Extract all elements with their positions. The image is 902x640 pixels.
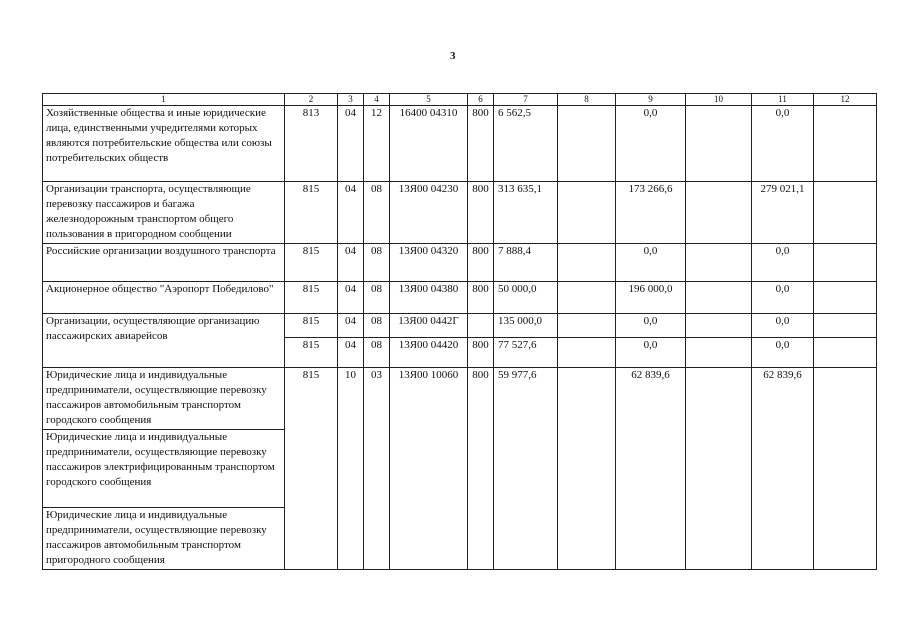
cell-amount bbox=[814, 106, 877, 182]
cell-amount bbox=[558, 368, 616, 570]
cell-subsection: 08 bbox=[364, 244, 390, 282]
header-cell: 4 bbox=[364, 94, 390, 106]
cell-amount bbox=[814, 368, 877, 570]
cell-amount bbox=[686, 368, 752, 570]
recipient-name: Организации транспорта, осуществляющие перевозку пассажиров и багажа железнодорожным транспортом общего пользования в пригородном сообщении bbox=[43, 182, 285, 244]
cell-section: 04 bbox=[338, 314, 364, 338]
cell-amount: 7 888,4 bbox=[494, 244, 558, 282]
cell-amount bbox=[686, 244, 752, 282]
cell-ministry: 815 bbox=[285, 368, 338, 570]
recipient-name: Юридические лица и индивидуальные предприниматели, осуществляющие перевозку пассажиров электрифицированным транспортом городского сообщения bbox=[43, 430, 285, 508]
cell-amount: 313 635,1 bbox=[494, 182, 558, 244]
header-cell: 11 bbox=[752, 94, 814, 106]
recipient-name: Хозяйственные общества и иные юридические лица, единственными учредителями которых являются потребительские общества или союзы потребительских обществ bbox=[43, 106, 285, 182]
cell-subsection: 08 bbox=[364, 182, 390, 244]
cell-amount bbox=[686, 282, 752, 314]
cell-section: 04 bbox=[338, 282, 364, 314]
cell-section: 04 bbox=[338, 182, 364, 244]
header-cell: 2 bbox=[285, 94, 338, 106]
page-number: 3 bbox=[450, 50, 456, 62]
cell-amount: 135 000,0 bbox=[494, 314, 558, 338]
cell-section: 04 bbox=[338, 338, 364, 368]
table-row bbox=[43, 244, 877, 282]
cell-amount bbox=[814, 314, 877, 338]
cell-expense-type: 800 bbox=[468, 338, 494, 368]
header-cell: 6 bbox=[468, 94, 494, 106]
header-cell: 9 bbox=[616, 94, 686, 106]
table-row bbox=[43, 368, 877, 430]
budget-table bbox=[42, 93, 877, 570]
cell-amount bbox=[686, 338, 752, 368]
cell-amount bbox=[558, 338, 616, 368]
cell-amount: 62 839,6 bbox=[752, 368, 814, 570]
cell-amount bbox=[558, 314, 616, 338]
cell-amount: 0,0 bbox=[752, 282, 814, 314]
cell-amount: 77 527,6 bbox=[494, 338, 558, 368]
cell-expense-type: 800 bbox=[468, 368, 494, 570]
cell-amount: 0,0 bbox=[752, 314, 814, 338]
recipient-name: Организации, осуществляющие организацию пассажирских авиарейсов bbox=[43, 314, 285, 368]
cell-amount bbox=[814, 182, 877, 244]
cell-amount bbox=[814, 244, 877, 282]
cell-target-article: 13Я00 04230 bbox=[390, 182, 468, 244]
table-row bbox=[43, 182, 877, 244]
recipient-name: Юридические лица и индивидуальные предприниматели, осуществляющие перевозку пассажиров автомобильным транспортом пригородного сообщения bbox=[43, 508, 285, 570]
header-cell: 10 bbox=[686, 94, 752, 106]
cell-ministry: 815 bbox=[285, 338, 338, 368]
cell-section: 04 bbox=[338, 106, 364, 182]
cell-amount bbox=[558, 106, 616, 182]
cell-amount bbox=[558, 282, 616, 314]
cell-amount bbox=[814, 338, 877, 368]
cell-ministry: 815 bbox=[285, 244, 338, 282]
cell-subsection: 12 bbox=[364, 106, 390, 182]
recipient-name: Юридические лица и индивидуальные предприниматели, осуществляющие перевозку пассажиров автомобильным транспортом городского сообщения bbox=[43, 368, 285, 430]
cell-amount: 62 839,6 bbox=[616, 368, 686, 570]
recipient-name: Российские организации воздушного транспорта bbox=[43, 244, 285, 282]
cell-amount: 0,0 bbox=[752, 244, 814, 282]
cell-amount bbox=[686, 314, 752, 338]
cell-amount: 0,0 bbox=[752, 338, 814, 368]
cell-expense-type: 800 bbox=[468, 106, 494, 182]
cell-subsection: 03 bbox=[364, 368, 390, 570]
cell-amount: 50 000,0 bbox=[494, 282, 558, 314]
cell-subsection: 08 bbox=[364, 282, 390, 314]
table-header-row bbox=[43, 94, 877, 106]
cell-section: 10 bbox=[338, 368, 364, 570]
cell-ministry: 815 bbox=[285, 314, 338, 338]
cell-amount: 59 977,6 bbox=[494, 368, 558, 570]
cell-target-article: 13Я00 04420 bbox=[390, 338, 468, 368]
table-row bbox=[43, 106, 877, 182]
cell-target-article: 13Я00 0442Г bbox=[390, 314, 468, 338]
cell-ministry: 813 bbox=[285, 106, 338, 182]
cell-amount bbox=[686, 182, 752, 244]
cell-subsection: 08 bbox=[364, 314, 390, 338]
cell-amount: 0,0 bbox=[616, 314, 686, 338]
cell-expense-type: 800 bbox=[468, 244, 494, 282]
header-cell: 1 bbox=[43, 94, 285, 106]
cell-section: 04 bbox=[338, 244, 364, 282]
cell-ministry: 815 bbox=[285, 282, 338, 314]
cell-target-article: 13Я00 04380 bbox=[390, 282, 468, 314]
header-cell: 5 bbox=[390, 94, 468, 106]
table-row bbox=[43, 282, 877, 314]
cell-expense-type bbox=[468, 314, 494, 338]
cell-amount: 0,0 bbox=[752, 106, 814, 182]
cell-amount: 0,0 bbox=[616, 244, 686, 282]
cell-target-article: 13Я00 10060 bbox=[390, 368, 468, 570]
cell-amount: 196 000,0 bbox=[616, 282, 686, 314]
cell-ministry: 815 bbox=[285, 182, 338, 244]
cell-amount: 0,0 bbox=[616, 106, 686, 182]
cell-amount: 0,0 bbox=[616, 338, 686, 368]
cell-amount: 173 266,6 bbox=[616, 182, 686, 244]
header-cell: 12 bbox=[814, 94, 877, 106]
cell-expense-type: 800 bbox=[468, 182, 494, 244]
cell-amount bbox=[558, 244, 616, 282]
recipient-name: Акционерное общество "Аэропорт Победилово" bbox=[43, 282, 285, 314]
cell-target-article: 13Я00 04320 bbox=[390, 244, 468, 282]
cell-amount bbox=[814, 282, 877, 314]
header-cell: 3 bbox=[338, 94, 364, 106]
cell-amount bbox=[686, 106, 752, 182]
cell-amount: 279 021,1 bbox=[752, 182, 814, 244]
table-row bbox=[43, 314, 877, 338]
cell-target-article: 16400 04310 bbox=[390, 106, 468, 182]
header-cell: 8 bbox=[558, 94, 616, 106]
header-cell: 7 bbox=[494, 94, 558, 106]
cell-amount: 6 562,5 bbox=[494, 106, 558, 182]
cell-subsection: 08 bbox=[364, 338, 390, 368]
cell-amount bbox=[558, 182, 616, 244]
cell-expense-type: 800 bbox=[468, 282, 494, 314]
